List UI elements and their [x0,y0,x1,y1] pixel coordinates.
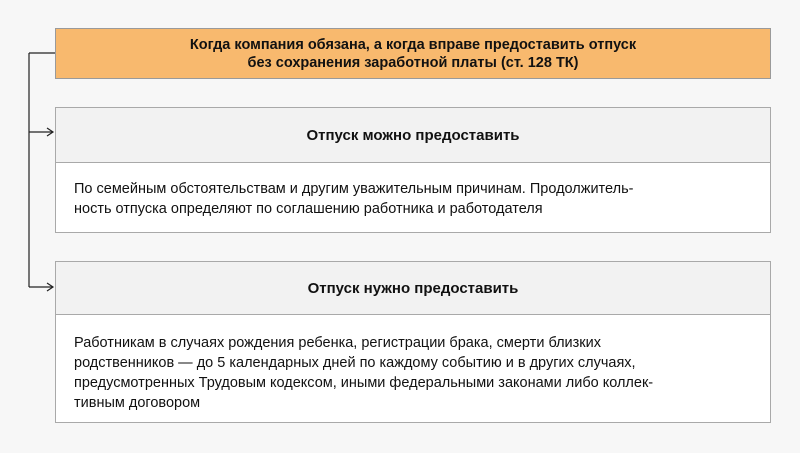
text-line: По семейным обстоятельствам и другим уважительным причинам. Продолжитель- [74,181,634,197]
diagram-title-box [55,28,771,79]
text-line: Работникам в случаях рождения ребенка, регистрации брака, смерти близких [74,335,601,351]
title-line-1: Когда компания обязана, а когда вправе предоставить отпуск [189,36,637,53]
card-may-grant [55,107,771,233]
card-title: Отпуск можно предоставить [56,108,770,163]
text-line: тивным договором [74,395,201,411]
card-title: Отпуск нужно предоставить [56,262,770,315]
text-line: предусмотренных Трудовым кодексом, иными федеральными законами либо коллек- [74,375,654,391]
text-line: ность отпуска определяют по соглашению работника и работодателя [74,201,543,217]
title-line-2: без сохранения заработной платы (ст. 128 ТК) [247,54,579,71]
card-text [56,163,770,219]
text-line: родственников — до 5 календарных дней по каждому событию и в других случаях, [74,355,636,371]
card-text [56,315,770,413]
card-must-grant [55,261,771,423]
